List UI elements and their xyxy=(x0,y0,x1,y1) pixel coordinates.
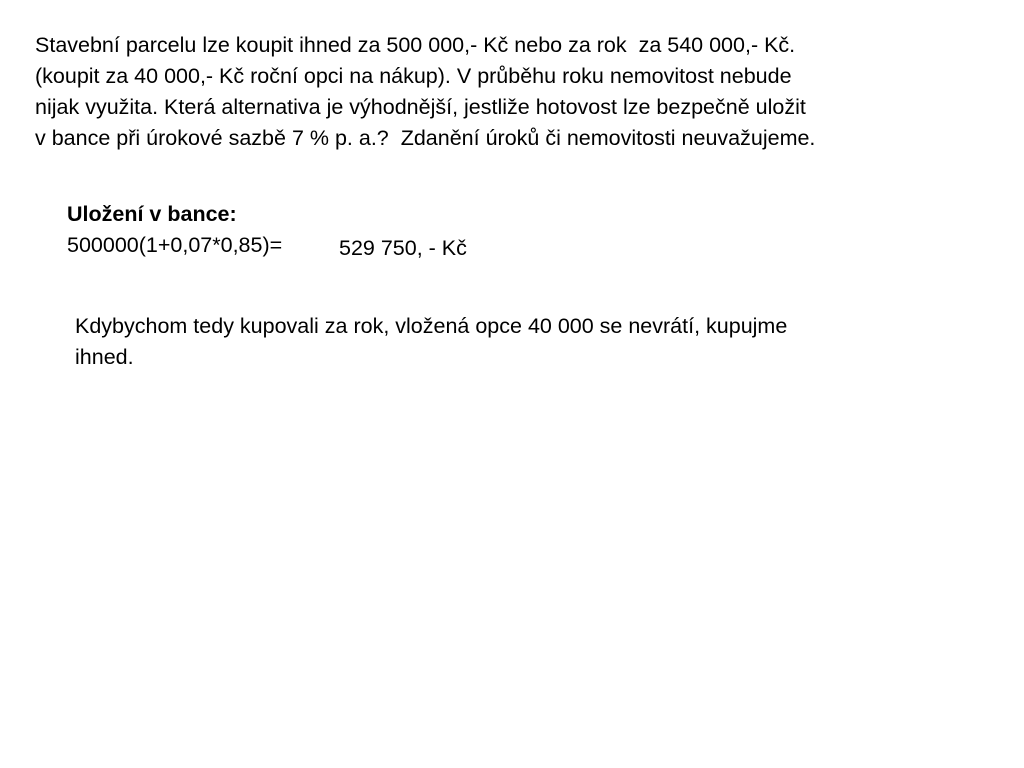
solution-result: 529 750, - Kč xyxy=(339,236,467,260)
problem-statement xyxy=(35,30,1015,154)
conclusion-text xyxy=(75,311,975,373)
problem-line: v bance při úrokové sazbě 7 % p. a.? Zdanění úroků či nemovitosti neuvažujeme. xyxy=(35,126,816,150)
solution-formula: 500000(1+0,07*0,85)= xyxy=(67,233,283,257)
problem-line: nijak využita. Která alternativa je výhodnější, jestliže hotovost lze bezpečně uložit xyxy=(35,95,806,119)
problem-line: Stavební parcelu lze koupit ihned za 500 000,- Kč nebo za rok za 540 000,- Kč. xyxy=(35,33,796,57)
problem-line: (koupit za 40 000,- Kč roční opci na nákup). V průběhu roku nemovitost nebude xyxy=(35,64,792,88)
conclusion-line: ihned. xyxy=(75,345,134,369)
solution-heading: Uložení v bance: xyxy=(67,202,237,226)
conclusion-line: Kdybychom tedy kupovali za rok, vložená opce 40 000 se nevrátí, kupujme xyxy=(75,314,788,338)
